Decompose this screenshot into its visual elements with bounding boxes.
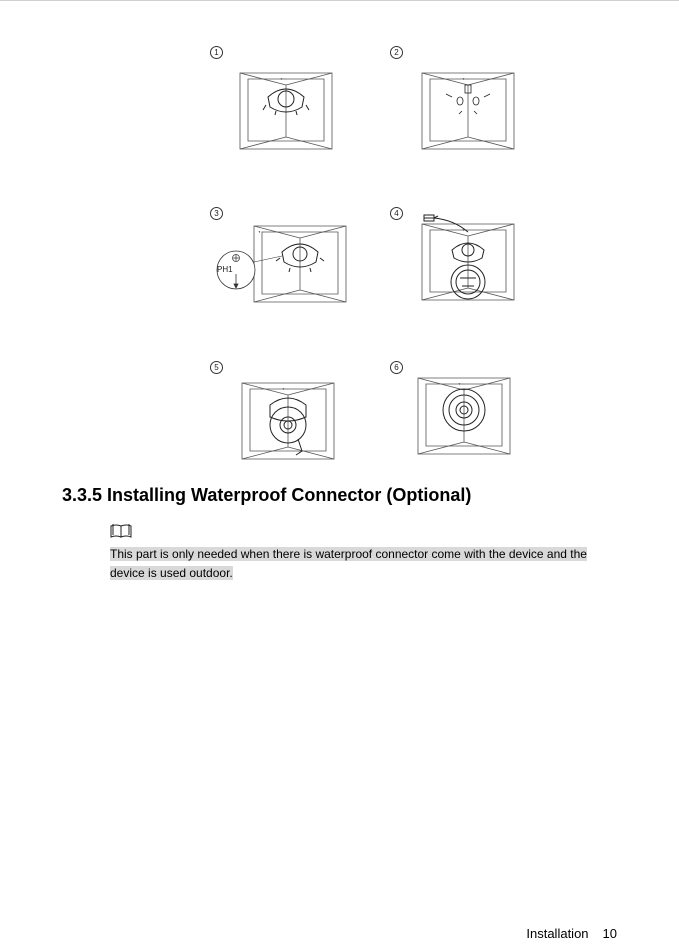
note-line-2: device is used outdoor.	[110, 565, 233, 580]
page-footer	[526, 926, 617, 941]
step-1-illustration	[236, 67, 336, 153]
footer-section-label: Installation	[526, 926, 589, 941]
step-number-1: 1	[210, 46, 223, 59]
note-text	[110, 545, 600, 582]
step-number-4: 4	[390, 207, 403, 220]
svg-text:▼ ◦◦◦: ▼ ◦◦◦	[458, 382, 465, 386]
step-6-illustration	[414, 372, 514, 458]
step-number-5: 5	[210, 361, 223, 374]
page-number: 10	[602, 926, 617, 941]
svg-text:▼ ◦◦◦: ▼ ◦◦◦	[282, 387, 289, 391]
section-heading: 3.3.5 Installing Waterproof Connector (Optional)	[62, 485, 472, 505]
step-number-2: 2	[390, 46, 403, 59]
step-2-illustration	[418, 67, 518, 153]
step-number-6: 6	[390, 361, 403, 374]
ph1-callout-label: PH1	[217, 265, 233, 274]
step-number-3: 3	[210, 207, 223, 220]
svg-text:▼ ◦◦◦: ▼ ◦◦◦	[462, 77, 469, 81]
step-5-illustration	[238, 377, 338, 463]
step-3-illustration	[214, 222, 354, 308]
page-top-border	[0, 0, 679, 1]
step-4-illustration	[418, 210, 518, 310]
svg-text:▼ ◦◦◦: ▼ ◦◦◦	[462, 228, 469, 232]
svg-text:▼ ◦◦◦: ▼ ◦◦◦	[280, 77, 287, 81]
svg-text:▼ ◦◦◦: ▼ ◦◦◦	[258, 230, 265, 234]
book-note-icon	[110, 523, 132, 544]
note-line-1: This part is only needed when there is waterproof connector come with the device and the	[110, 547, 587, 561]
